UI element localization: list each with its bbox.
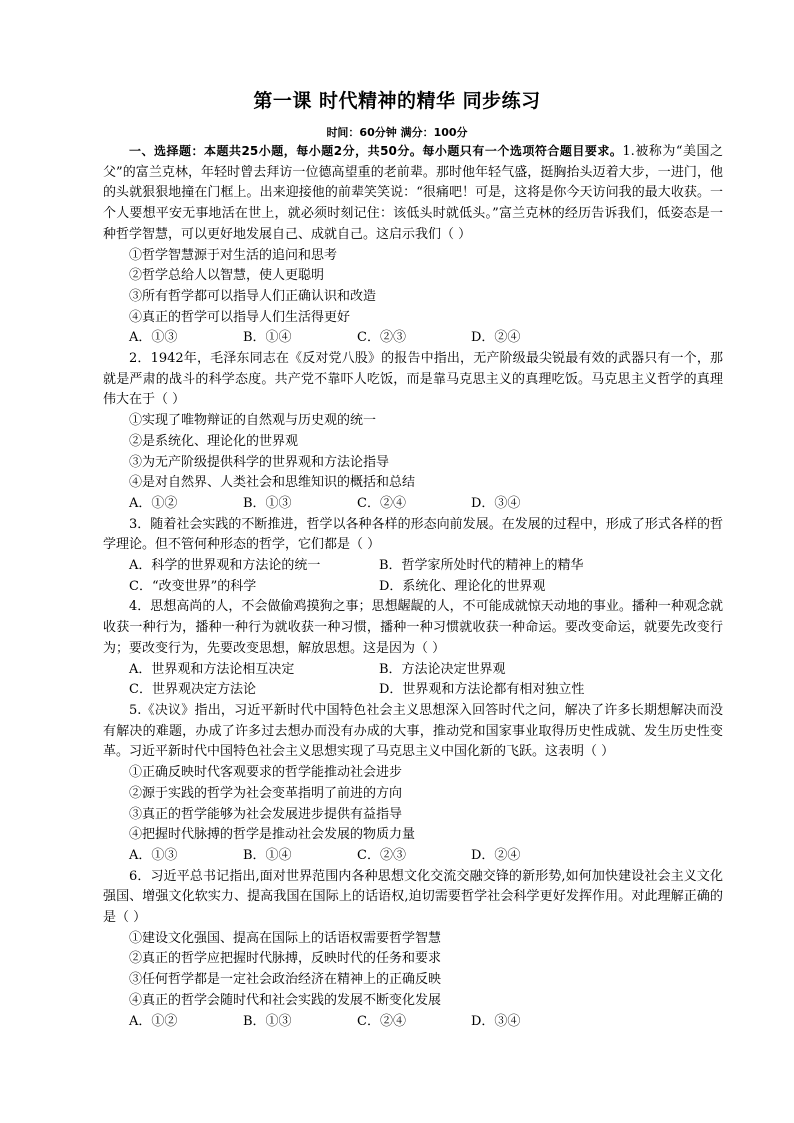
- statement-item: ③真正的哲学能够为社会发展进步提供有益指导: [129, 806, 403, 822]
- statement-item: ④真正的哲学可以指导人们生活得更好: [129, 309, 351, 325]
- statement-item: ③任何哲学都是一定社会政治经济在精神上的正确反映: [129, 972, 442, 988]
- statement-item: ③所有哲学都可以指导人们正确认识和改造: [129, 288, 377, 304]
- statement-item: ④真正的哲学会随时代和社会实践的发展不断变化发展: [129, 992, 442, 1008]
- statement-item: ②哲学总给人以智慧，使人更聪明: [129, 268, 325, 284]
- option-a: A．①③: [129, 847, 178, 863]
- option-b: B．方法论决定世界观: [379, 661, 506, 677]
- statement-item: ②真正的哲学应把握时代脉搏，反映时代的任务和要求: [129, 951, 442, 967]
- statement-item: ④把握时代脉搏的哲学是推动社会发展的物质力量: [129, 827, 416, 843]
- question-5: 5.《决议》指出，习近平新时代中国特色社会主义思想深入回答时代之问，解决了许多长期想解决而没有解决的难题，办成了许多过去想办而没有办成的大事，推动党和国家事业取得历史性成就、发生历史性变革。习近平新时代中国特色社会主义思想实现了马克思主义中国化新的飞跃。这表明（ ）: [103, 702, 723, 760]
- statement-item: ①正确反映时代客观要求的哲学能推动社会进步: [129, 765, 403, 781]
- question-4: 4．思想高尚的人，不会做偷鸡摸狗之事；思想龌龊的人，不可能成就惊天动地的事业。播种一种观念就收获一种行为，播种一种行为就收获一种习惯，播种一种习惯就收获一种命运。要改变命运，就要先改变行为；要改变行为，先要改变思想，解放思想。这是因为（ ）: [103, 599, 723, 656]
- statement-item: ①建设文化强国、提高在国际上的话语权需要哲学智慧: [129, 930, 442, 946]
- statement-item: ①实现了唯物辩证的自然观与历史观的统一: [129, 413, 377, 429]
- answer-options: [103, 1012, 723, 1033]
- option-d: D．③④: [471, 1013, 521, 1029]
- option-d: D．世界观和方法论都有相对独立性: [379, 682, 585, 698]
- option-b: B．①④: [243, 330, 292, 346]
- option-b: B．①④: [243, 847, 292, 863]
- page-title: 第一课 时代精神的精华 同步练习: [253, 90, 541, 112]
- answer-options: [103, 556, 723, 577]
- statement-item: ②源于实践的哲学为社会变革指明了前进的方向: [129, 785, 403, 801]
- question-list: [103, 141, 723, 1032]
- statement-item: ②是系统化、理论化的世界观: [129, 433, 299, 449]
- option-a: A．①②: [129, 1013, 178, 1029]
- option-c: C．②④: [357, 1013, 406, 1029]
- option-b: B．①③: [243, 1013, 292, 1029]
- option-d: D．②④: [471, 847, 521, 863]
- statement-item: ④是对自然界、人类社会和思维知识的概括和总结: [129, 475, 416, 491]
- option-b: B．哲学家所处时代的精神上的精华: [379, 558, 584, 574]
- option-a: A．①③: [129, 330, 178, 346]
- answer-options: [103, 680, 723, 701]
- answer-options: [103, 660, 723, 681]
- option-a: A．科学的世界观和方法论的统一: [129, 558, 321, 574]
- question-stem: 1.被称为“美国之父”的富兰克林，年轻时曾去拜访一位德高望重的老前辈。那时他年轻气盛，挺胸抬头迈着大步，一进门，他的头就狠狠地撞在门框上。出来迎接他的前辈笑笑说：“很痛吧！可是，这将是你今天访问我的最大收获。一个人要想平安无事地活在世上，就必须时刻记住：该低头时就低头。”富兰克林的经历告诉我们，低姿态是一种哲学智慧，可以更好地发展自己、成就自己。这启示我们（ ）: [103, 144, 723, 242]
- option-c: C．②③: [357, 847, 406, 863]
- option-b: B．①③: [243, 495, 292, 511]
- exam-info: 时间：60分钟 满分：100分: [326, 126, 468, 139]
- option-c: C．②③: [357, 330, 406, 346]
- question-1: [103, 141, 723, 246]
- section-heading: 一、选择题：本题共25小题，每小题2分，共50分。每小题只有一个选项符合题目要求。: [129, 144, 623, 158]
- answer-options: [103, 328, 723, 349]
- answer-options: [103, 494, 723, 515]
- option-d: D．系统化、理论化的世界观: [379, 578, 546, 594]
- answer-options: [103, 846, 723, 867]
- question-2: 2．1942年，毛泽东同志在《反对党八股》的报告中指出，无产阶级最尖锐最有效的武器只有一个，那就是严肃的战斗的科学态度。共产党不靠吓人吃饭，而是靠马克思主义的真理吃饭。马克思主义哲学的真理伟大在于（ ）: [103, 351, 723, 408]
- question-3: 3．随着社会实践的不断推进，哲学以各种各样的形态向前发展。在发展的过程中，形成了形式各样的哲学理论。但不管何种形态的哲学，它们都是（ ）: [103, 516, 723, 553]
- option-c: C．②④: [357, 495, 406, 511]
- statement-item: ①哲学智慧源于对生活的追问和思考: [129, 247, 338, 263]
- option-d: D．③④: [471, 495, 521, 511]
- option-a: A．①②: [129, 495, 178, 511]
- option-d: D．②④: [471, 330, 521, 346]
- question-6: 6．习近平总书记指出,面对世界范围内各种思想文化交流交融交锋的新形势,如何加快建设社会主义文化强国、增强文化软实力、提高我国在国际上的话语权,迫切需要哲学社会科学更好发挥作用。对此理解正确的是（ ）: [103, 868, 723, 926]
- option-c: C．“改变世界”的科学: [129, 578, 257, 594]
- answer-options: [103, 577, 723, 598]
- option-c: C．世界观决定方法论: [129, 682, 256, 698]
- option-a: A．世界观和方法论相互决定: [129, 661, 295, 677]
- statement-item: ③为无产阶级提供科学的世界观和方法论指导: [129, 454, 390, 470]
